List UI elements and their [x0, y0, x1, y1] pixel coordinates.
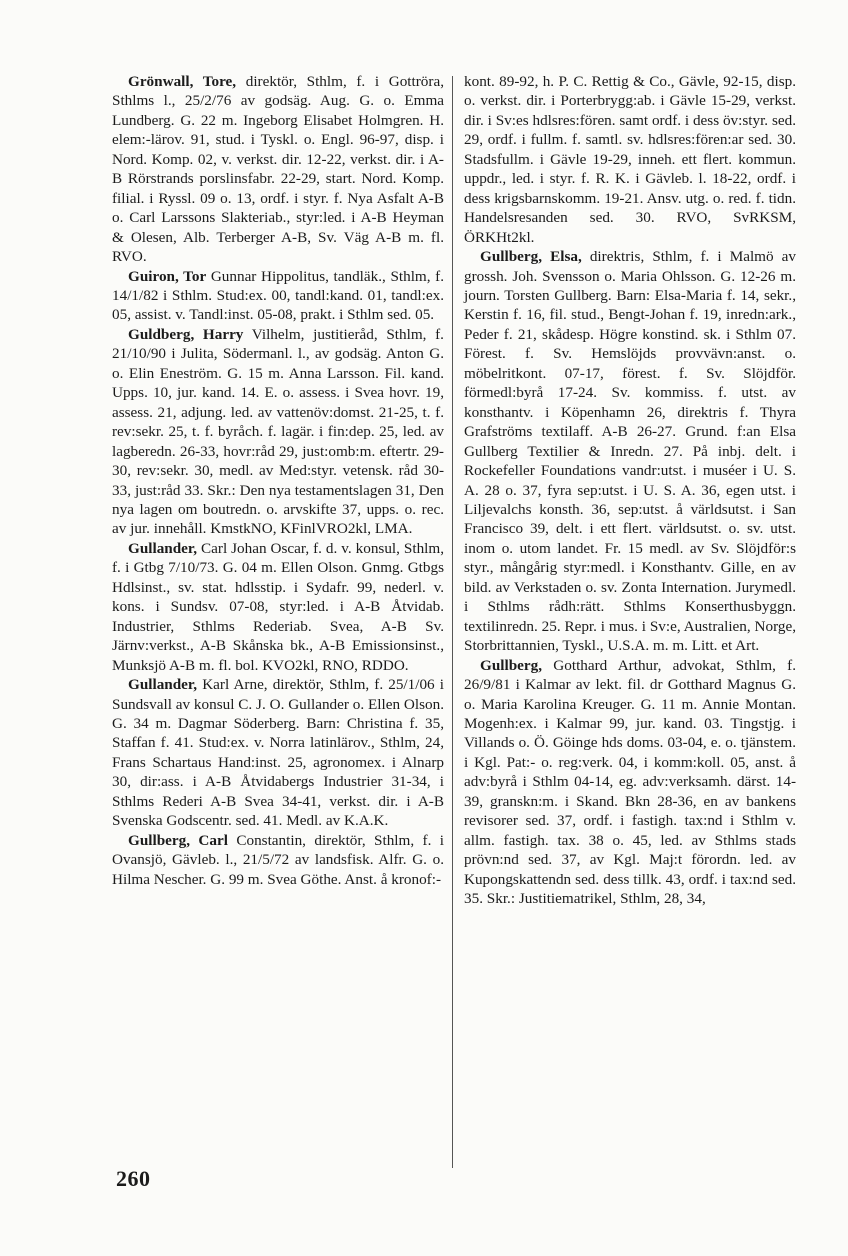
entry-name: Gullberg, Carl: [128, 831, 228, 849]
entry-name: Grönwall, Tore,: [128, 73, 237, 90]
entry: [112, 325, 444, 539]
entry: [112, 72, 444, 267]
entry-text: Vilhelm, justitieråd, Sthlm, f. 21/10/90 i Julita, Södermanl. l., av godsäg. Anton G. o. Elin Eneström. G. 15 m. Anna Larsson. Fil. kand. Upps. 10, jur. kand. 14. E. o. assess. i Svea hovr. 19, assess. 21, adjung. led. av vattenöv:domst. 21-25, t. f. rev:sekr. 25, t. f. byråch. f. lagär. i fin:dep. 25, led. av lagberedn. 26-33, hovr:råd 29, just:omb:m. eftertr. 29-30, rev:sekr. 30, medl. av Med:styr. vetensk. råd 30-33, just:råd 33. Skr.: Den nya testamentslagen 31, Den nya lagen om boutredn. o. arvskifte 37, upps. o. rec. av jur. innehåll. KmstkNO, KFinlVRO2kl, LMA.: [112, 325, 444, 538]
entry: [464, 656, 796, 909]
left-column: [112, 72, 444, 889]
entry-text: kont. 89-92, h. P. C. Rettig & Co., Gävle, 92-15, disp. o. verkst. dir. i Porterbrygg:ab. i Gävle 15-29, verkst. dir. i Sv:es hdlsres:fören. samt ordf. i dess öv:styr. sed. 29, ordf. i fullm. f. samtl. sv. hdlsres:fören:ar sed. 30. Stadsfullm. i Gävle 19-29, inneh. ett flert. kommun. uppdr., led. i styr. f. R. K. i Gävleb. l. 18-22, ordf. i dess krigsbarnskomm. 19-21. Ansv. utg. o. red. f. tidn. Handelsresanden sed. 30. RVO, SvRKSM, ÖRKHt2kl.: [464, 73, 796, 246]
entry-name: Guldberg, Harry: [128, 325, 244, 343]
entry-continued: [464, 72, 796, 247]
entry-name: Gullander,: [128, 676, 198, 694]
entry-text: Constantin, direktör, Sthlm, f. i Ovansjö, Gävleb. l., 21/5/72 av landsfisk. Alfr. G. o. Hilma Nescher. G. 99 m. Svea Göthe. Anst. å kronof:-: [112, 831, 444, 888]
entry: [112, 675, 444, 831]
right-column: [464, 72, 796, 908]
entry: [112, 539, 444, 675]
entry-text: Gunnar Hippolitus, tandläk., Sthlm, f. 14/1/82 i Sthlm. Stud:ex. 00, tandl:kand. 01, tandl:ex. 05, assist. v. Tandl:inst. 05-08, prakt. i Sthlm sed. 05.: [112, 267, 445, 324]
entry-name: Guiron, Tor: [128, 267, 207, 285]
entry: [464, 247, 796, 656]
entry-text: Karl Arne, direktör, Sthlm, f. 25/1/06 i Sundsvall av konsul C. J. O. Gullander o. Ellen Olson. G. 34 m. Dagmar Söderberg. Barn: Christina f. 35, Staffan f. 41. Stud:ex. v. Norra latinlärov., Sthlm, 24, Frans Schartaus Hand:inst. 25, agronomex. i Alnarp 30, dir:ass. i A-B Åtvidabergs Industrier 31-34, i Sthlms Rederi A-B Svea 34-41, verkst. dir. i A-B Svenska Godscentr. sed. 41. Medl. av K.A.K.: [112, 676, 444, 830]
entry: [112, 831, 444, 889]
page-number: 260: [116, 1166, 151, 1191]
entry: [112, 267, 444, 325]
entry-name: Gullberg,: [480, 656, 543, 674]
entry-text: Gotthard Arthur, advokat, Sthlm, f. 26/9/81 i Kalmar av lekt. fil. dr Gotthard Magnus G. o. Maria Karolina Kreuger. G. 11 m. Annie Montan. Mogenh:ex. i Kalmar 99, jur. kand. 03. Tingstjg. i Villands o. Ö. Göinge hds doms. 03-04, e. o. tjänstem. i Kgl. Pat:- o. reg:verk. 04, i komm:koll. 05, anst. å adv:byrå i Sthlm 04-14, eg. adv:verksamh. därst. 14-39, granskn:m. i Skand. Bkn 28-36, en av bankens revisorer sed. 37, ordf. i fastigh. tax:nd i Sthlm v. allm. fastigh. tax. 38 o. 45, led. av Sthlms stads prövn:nd sed. 37, av Kgl. Maj:t förordn. led. av Kupongskattendn sed. dess tillk. 43, ordf. i tax:nd sed. 35. Skr.: Justitiematrikel, Sthlm, 28, 34,: [464, 656, 796, 908]
column-divider: [452, 76, 453, 1168]
entry-text: Carl Johan Oscar, f. d. v. konsul, Sthlm, f. i Gtbg 7/10/73. G. 04 m. Ellen Olson. Gnmg. Gtbgs Hdlsinst., sv. stat. hdlsstip. i Sydafr. 99, nederl. v. kons. i Sundsv. 07-08, styr:led. i A-B Åtvidab. Industrier, Sthlms Rederiab. Svea, A-B Sv. Järnv:verkst., A-B Skånska bk., A-B Emissionsinst., Munksjö A-B m. fl. bol. KVO2kl, RNO, RDDO.: [112, 539, 444, 674]
entry-name: Gullberg, Elsa,: [480, 248, 582, 266]
entry-text: direktris, Sthlm, f. i Malmö av grossh. Joh. Svensson o. Maria Ohlsson. G. 12-26 m. journ. Torsten Gullberg. Barn: Elsa-Maria f. 14, sekr., Kerstin f. 16, fil. stud., Bengt-Johan f. 19, inredn:ark., Peder f. 21, skådesp. Högre konstind. sk. i Sthlm 07. Förest. f. Sv. Hemslöjds provvävn:anst. o. möbelritkont. 07-17, förest. f. Sv. Slöjdför. förmedl:byrå 17-24. Sv. kommiss. f. utst. av konsthantv. i Köpenhamn 26, direktris f. Thyra Grafströms textilaff. A-B 26-27. Grund. f:an Elsa Gullberg Textilier & Inredn. 27. På inbj. delt. i Rockefeller Foundations vandr:utst. i muséer i U. S. A. 28 o. 37, fyra sep:utst. i U. S. A. 36, egen utst. i Liljevalchs konsth. 36, sep:utst. å världsutst. i San Francisco 39, delt. i ett flert. världsutst. o. sv. utst. inom o. utom landet. Fr. 15 medl. av Sv. Slöjdför:s styr., mångårig styr:medl. i Konsthantv. Gille, en av bild. av Verkstaden o. sv. Zonta Internation. Jurymedl. i Sthlms rådh:rätt. Sthlms Konserthusbyggn. textilinredn. 25. Repr. i mus. i Sv:e, Australien, Norge, Storbrittannien, Tyskl., U.S.A. m. m. Litt. et Art.: [464, 248, 796, 655]
entry-name: Gullander,: [128, 539, 198, 557]
entry-text: direktör, Sthlm, f. i Gottröra, Sthlms l., 25/2/76 av godsäg. Aug. G. o. Emma Lundberg. G. 22 m. Ingeborg Elisabet Holmgren. H. elem:-lärov. 91, stud. i Tyskl. o. Engl. 96-97, disp. i Nord. Komp. 02, v. verkst. dir. 12-22, verkst. dir. i A-B Rörstrands porslinsfabr. 22-29, start. Nord. Komp. filial. i Ryssl. 09 o. 13, ordf. i styr. f. Nya Asfalt A-B o. Carl Larssons Slakteriab., styr:led. i A-B Heyman & Olesen, Alb. Terberger A-B, Sv. Väg A-B m. fl. RVO.: [112, 73, 444, 266]
